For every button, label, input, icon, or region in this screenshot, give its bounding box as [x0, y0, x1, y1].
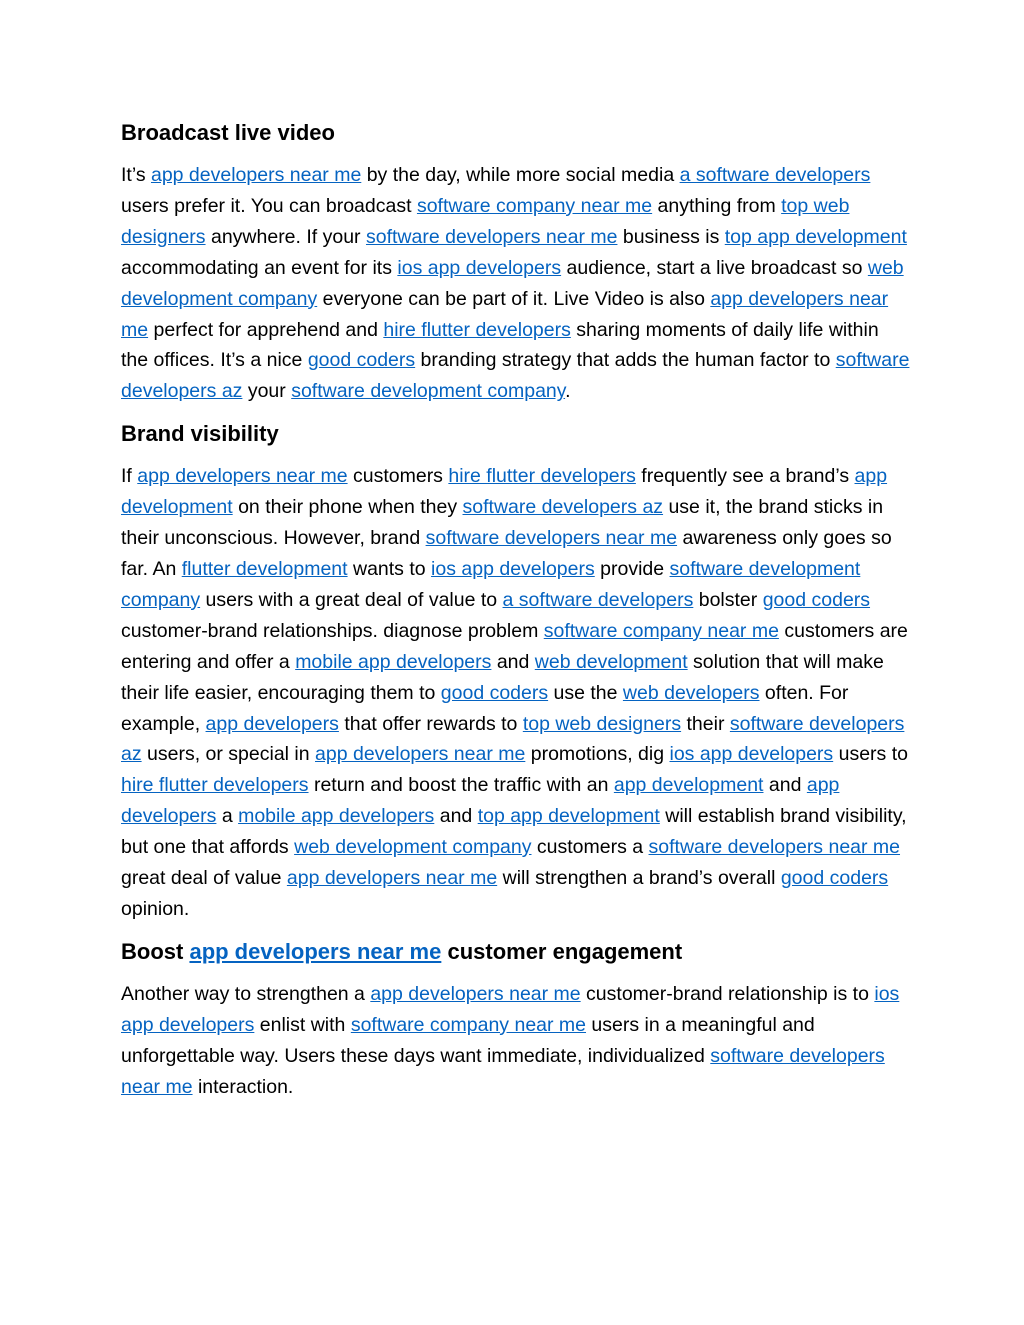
hyperlink[interactable]: ios app developers: [431, 557, 595, 580]
text-run: on their phone when they: [232, 496, 463, 519]
text-run: enlist with: [254, 1013, 351, 1036]
text-run: awareness only goes so far. An: [121, 527, 892, 580]
document-page: [121, 118, 911, 1114]
hyperlink[interactable]: app developers near me: [150, 164, 362, 186]
text-run: If: [121, 465, 138, 488]
hyperlink[interactable]: app development: [613, 774, 764, 797]
text-run: interaction.: [192, 1075, 294, 1098]
hyperlink[interactable]: hire flutter developers: [448, 465, 636, 488]
hyperlink[interactable]: software developers near me: [365, 225, 618, 248]
text-run: users, or special in: [141, 743, 316, 766]
text-run: Boost: [121, 938, 190, 964]
text-run: provide: [594, 557, 670, 580]
text-run: bolster: [693, 588, 763, 611]
text-run: users to: [833, 743, 908, 766]
text-run: anywhere. If your: [205, 225, 366, 248]
text-run: your: [242, 380, 292, 403]
text-run: accommodating an event for its: [121, 256, 398, 279]
text-run: anything from: [652, 194, 782, 217]
text-run: users with a great deal of value to: [200, 588, 503, 611]
hyperlink[interactable]: software developers az: [121, 349, 910, 403]
text-run: and: [434, 805, 478, 828]
hyperlink[interactable]: web development: [534, 650, 688, 673]
hyperlink[interactable]: software developers near me: [121, 1044, 885, 1098]
text-run: perfect for apprehend and: [148, 318, 384, 341]
text-run: customers: [347, 465, 449, 488]
text-run: opinion.: [121, 897, 190, 920]
hyperlink[interactable]: software developers az: [121, 712, 905, 766]
text-run: everyone can be part of it. Live Video is also: [317, 287, 711, 310]
text-run: customer-brand relationships. diagnose problem: [121, 619, 544, 642]
hyperlink[interactable]: app developers near me: [137, 465, 348, 488]
hyperlink[interactable]: software development company: [291, 380, 566, 403]
text-run: audience, start a live broadcast so: [561, 256, 868, 279]
text-run: Brand visibility: [121, 421, 279, 447]
text-run: wants to: [347, 557, 432, 580]
hyperlink[interactable]: ios app developers: [669, 743, 834, 766]
hyperlink[interactable]: software developers near me: [425, 527, 678, 550]
hyperlink[interactable]: good coders: [780, 867, 889, 890]
text-run: use it, the brand sticks in their unconscious. However, brand: [121, 496, 884, 550]
text-run: It’s: [121, 164, 151, 186]
text-run: solution that will make their life easier, encouraging them to: [121, 650, 884, 704]
section-paragraph: [121, 160, 911, 407]
hyperlink[interactable]: app developers near me: [121, 287, 889, 341]
hyperlink[interactable]: web development company: [121, 256, 904, 310]
text-run: business is: [617, 225, 725, 248]
hyperlink[interactable]: web development company: [294, 836, 532, 859]
hyperlink[interactable]: ios app developers: [397, 256, 562, 279]
text-run: branding strategy that adds the human factor to: [415, 349, 836, 372]
hyperlink[interactable]: mobile app developers: [295, 650, 492, 673]
text-run: a: [216, 805, 239, 828]
text-run: by the day, while more social media: [361, 164, 680, 186]
hyperlink[interactable]: ios app developers: [121, 982, 900, 1036]
text-run: customers are entering and offer a: [121, 619, 908, 673]
section-boost-customer-engagement: [121, 937, 911, 1103]
text-run: and: [763, 774, 807, 797]
hyperlink[interactable]: hire flutter developers: [383, 318, 571, 341]
section-broadcast-live-video: [121, 118, 911, 407]
text-run: often. For example,: [121, 681, 849, 735]
section-paragraph: [121, 461, 911, 925]
text-run: return and boost the traffic with an: [308, 774, 614, 797]
section-paragraph: [121, 979, 911, 1103]
hyperlink[interactable]: software company near me: [416, 194, 653, 217]
text-run: users in a meaningful and unforgettable way. Users these days want immediate, individualized: [121, 1013, 815, 1067]
hyperlink[interactable]: software company near me: [350, 1013, 587, 1036]
hyperlink[interactable]: good coders: [762, 588, 871, 611]
hyperlink[interactable]: top web designers: [121, 194, 850, 248]
hyperlink[interactable]: hire flutter developers: [121, 774, 309, 797]
hyperlink[interactable]: a software developers: [502, 588, 694, 611]
hyperlink[interactable]: software developers near me: [648, 836, 901, 859]
text-run: and: [491, 650, 535, 673]
text-run: great deal of value: [121, 867, 287, 890]
hyperlink[interactable]: flutter development: [181, 557, 348, 580]
text-run: users prefer it. You can broadcast: [121, 194, 417, 217]
hyperlink[interactable]: app developers near me: [370, 982, 581, 1005]
section-brand-visibility: [121, 419, 911, 925]
hyperlink[interactable]: good coders: [440, 681, 549, 704]
hyperlink[interactable]: top web designers: [522, 712, 682, 735]
text-run: .: [565, 380, 571, 403]
hyperlink[interactable]: software company near me: [543, 619, 779, 642]
hyperlink[interactable]: app developers: [205, 712, 339, 735]
hyperlink[interactable]: app development: [121, 465, 888, 519]
text-run: use the: [548, 681, 623, 704]
section-heading: [121, 937, 911, 967]
hyperlink[interactable]: app developers: [121, 774, 840, 828]
text-run: their: [681, 712, 730, 735]
hyperlink[interactable]: good coders: [307, 349, 416, 372]
text-run: customer engagement: [441, 938, 683, 964]
hyperlink[interactable]: top app development: [724, 225, 907, 248]
text-run: will strengthen a brand’s overall: [497, 867, 781, 890]
hyperlink[interactable]: app developers near me: [315, 743, 526, 766]
hyperlink[interactable]: mobile app developers: [238, 805, 435, 828]
text-run: frequently see a brand’s: [635, 465, 855, 488]
section-heading: [121, 118, 911, 148]
text-run: promotions, dig: [525, 743, 670, 766]
text-run: that offer rewards to: [338, 712, 523, 735]
text-run: customer-brand relationship is to: [580, 982, 875, 1005]
hyperlink[interactable]: software development company: [121, 557, 861, 611]
hyperlink[interactable]: a software developers: [679, 164, 871, 186]
text-run: customers a: [531, 836, 649, 859]
hyperlink[interactable]: app developers near me: [189, 938, 442, 964]
section-heading: [121, 419, 911, 449]
text-run: Broadcast live video: [121, 120, 335, 145]
text-run: will establish brand visibility, but one that affords: [121, 805, 907, 859]
hyperlink[interactable]: top app development: [477, 805, 660, 828]
text-run: Another way to strengthen a: [121, 982, 371, 1005]
hyperlink[interactable]: web developers: [622, 681, 760, 704]
text-run: sharing moments of daily life within the offices. It’s a nice: [121, 318, 879, 372]
hyperlink[interactable]: software developers az: [462, 496, 664, 519]
hyperlink[interactable]: app developers near me: [286, 867, 498, 890]
